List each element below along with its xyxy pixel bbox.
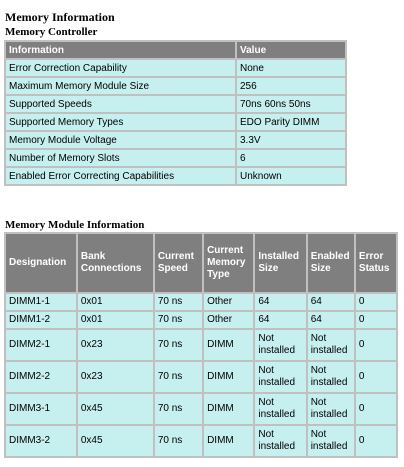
speed-cell: 70 ns	[155, 312, 202, 328]
error-status-cell: 0	[356, 330, 396, 360]
info-value: Unknown	[237, 168, 345, 184]
column-header-bank-connections: Bank Connections	[78, 234, 153, 292]
info-label: Enabled Error Correcting Capabilities	[6, 168, 235, 184]
designation-cell: DIMM1-2	[6, 312, 76, 328]
column-header-designation: Designation	[6, 234, 76, 292]
column-header-current-speed: Current Speed	[155, 234, 202, 292]
table-row	[6, 114, 345, 130]
column-header-enabled-size: Enabled Size	[308, 234, 354, 292]
error-status-cell: 0	[356, 362, 396, 392]
memory-module-heading: Memory Module Information	[5, 219, 145, 231]
info-label: Supported Speeds	[6, 96, 235, 112]
installed-size-cell: Not installed	[255, 362, 305, 392]
installed-size-cell: Not installed	[255, 330, 305, 360]
info-value: 6	[237, 150, 345, 166]
info-label: Maximum Memory Module Size	[6, 78, 235, 94]
designation-cell: DIMM2-2	[6, 362, 76, 392]
table-row	[6, 362, 396, 392]
table-row	[6, 426, 396, 456]
memory-module-table	[4, 232, 398, 458]
error-status-cell: 0	[356, 394, 396, 424]
type-cell: Other	[204, 294, 253, 310]
table-row	[6, 132, 345, 148]
info-value: None	[237, 60, 345, 76]
table-row	[6, 60, 345, 76]
memory-controller-heading: Memory Controller	[5, 26, 98, 38]
type-cell: DIMM	[204, 330, 253, 360]
speed-cell: 70 ns	[155, 362, 202, 392]
bank-cell: 0x23	[78, 362, 153, 392]
table-row	[6, 168, 345, 184]
enabled-size-cell: Not installed	[308, 330, 354, 360]
info-value: EDO Parity DIMM	[237, 114, 345, 130]
designation-cell: DIMM2-1	[6, 330, 76, 360]
type-cell: Other	[204, 312, 253, 328]
installed-size-cell: Not installed	[255, 394, 305, 424]
bank-cell: 0x01	[78, 294, 153, 310]
installed-size-cell: 64	[255, 312, 305, 328]
table-row	[6, 294, 396, 310]
table-row	[6, 394, 396, 424]
info-label: Error Correction Capability	[6, 60, 235, 76]
bank-cell: 0x01	[78, 312, 153, 328]
installed-size-cell: Not installed	[255, 426, 305, 456]
table-row	[6, 96, 345, 112]
type-cell: DIMM	[204, 394, 253, 424]
speed-cell: 70 ns	[155, 294, 202, 310]
bank-cell: 0x45	[78, 426, 153, 456]
speed-cell: 70 ns	[155, 394, 202, 424]
enabled-size-cell: 64	[308, 312, 354, 328]
error-status-cell: 0	[356, 312, 396, 328]
bank-cell: 0x23	[78, 330, 153, 360]
table-row	[6, 312, 396, 328]
bank-cell: 0x45	[78, 394, 153, 424]
info-value: 3.3V	[237, 132, 345, 148]
page-title: Memory Information	[5, 10, 115, 24]
column-header-installed-size: Installed Size	[255, 234, 305, 292]
table-row	[6, 78, 345, 94]
designation-cell: DIMM3-1	[6, 394, 76, 424]
designation-cell: DIMM3-2	[6, 426, 76, 456]
column-header-value: Value	[237, 42, 345, 58]
column-header-current-memory-type: Current Memory Type	[204, 234, 253, 292]
enabled-size-cell: 64	[308, 294, 354, 310]
table-header-row	[6, 42, 345, 58]
column-header-error-status: Error Status	[356, 234, 396, 292]
info-value: 256	[237, 78, 345, 94]
enabled-size-cell: Not installed	[308, 362, 354, 392]
error-status-cell: 0	[356, 294, 396, 310]
speed-cell: 70 ns	[155, 426, 202, 456]
enabled-size-cell: Not installed	[308, 394, 354, 424]
table-header-row	[6, 234, 396, 292]
type-cell: DIMM	[204, 426, 253, 456]
memory-controller-table	[4, 40, 347, 186]
table-row	[6, 150, 345, 166]
info-value: 70ns 60ns 50ns	[237, 96, 345, 112]
column-header-information: Information	[6, 42, 235, 58]
error-status-cell: 0	[356, 426, 396, 456]
table-row	[6, 330, 396, 360]
info-label: Number of Memory Slots	[6, 150, 235, 166]
type-cell: DIMM	[204, 362, 253, 392]
info-label: Memory Module Voltage	[6, 132, 235, 148]
installed-size-cell: 64	[255, 294, 305, 310]
enabled-size-cell: Not installed	[308, 426, 354, 456]
speed-cell: 70 ns	[155, 330, 202, 360]
info-label: Supported Memory Types	[6, 114, 235, 130]
designation-cell: DIMM1-1	[6, 294, 76, 310]
